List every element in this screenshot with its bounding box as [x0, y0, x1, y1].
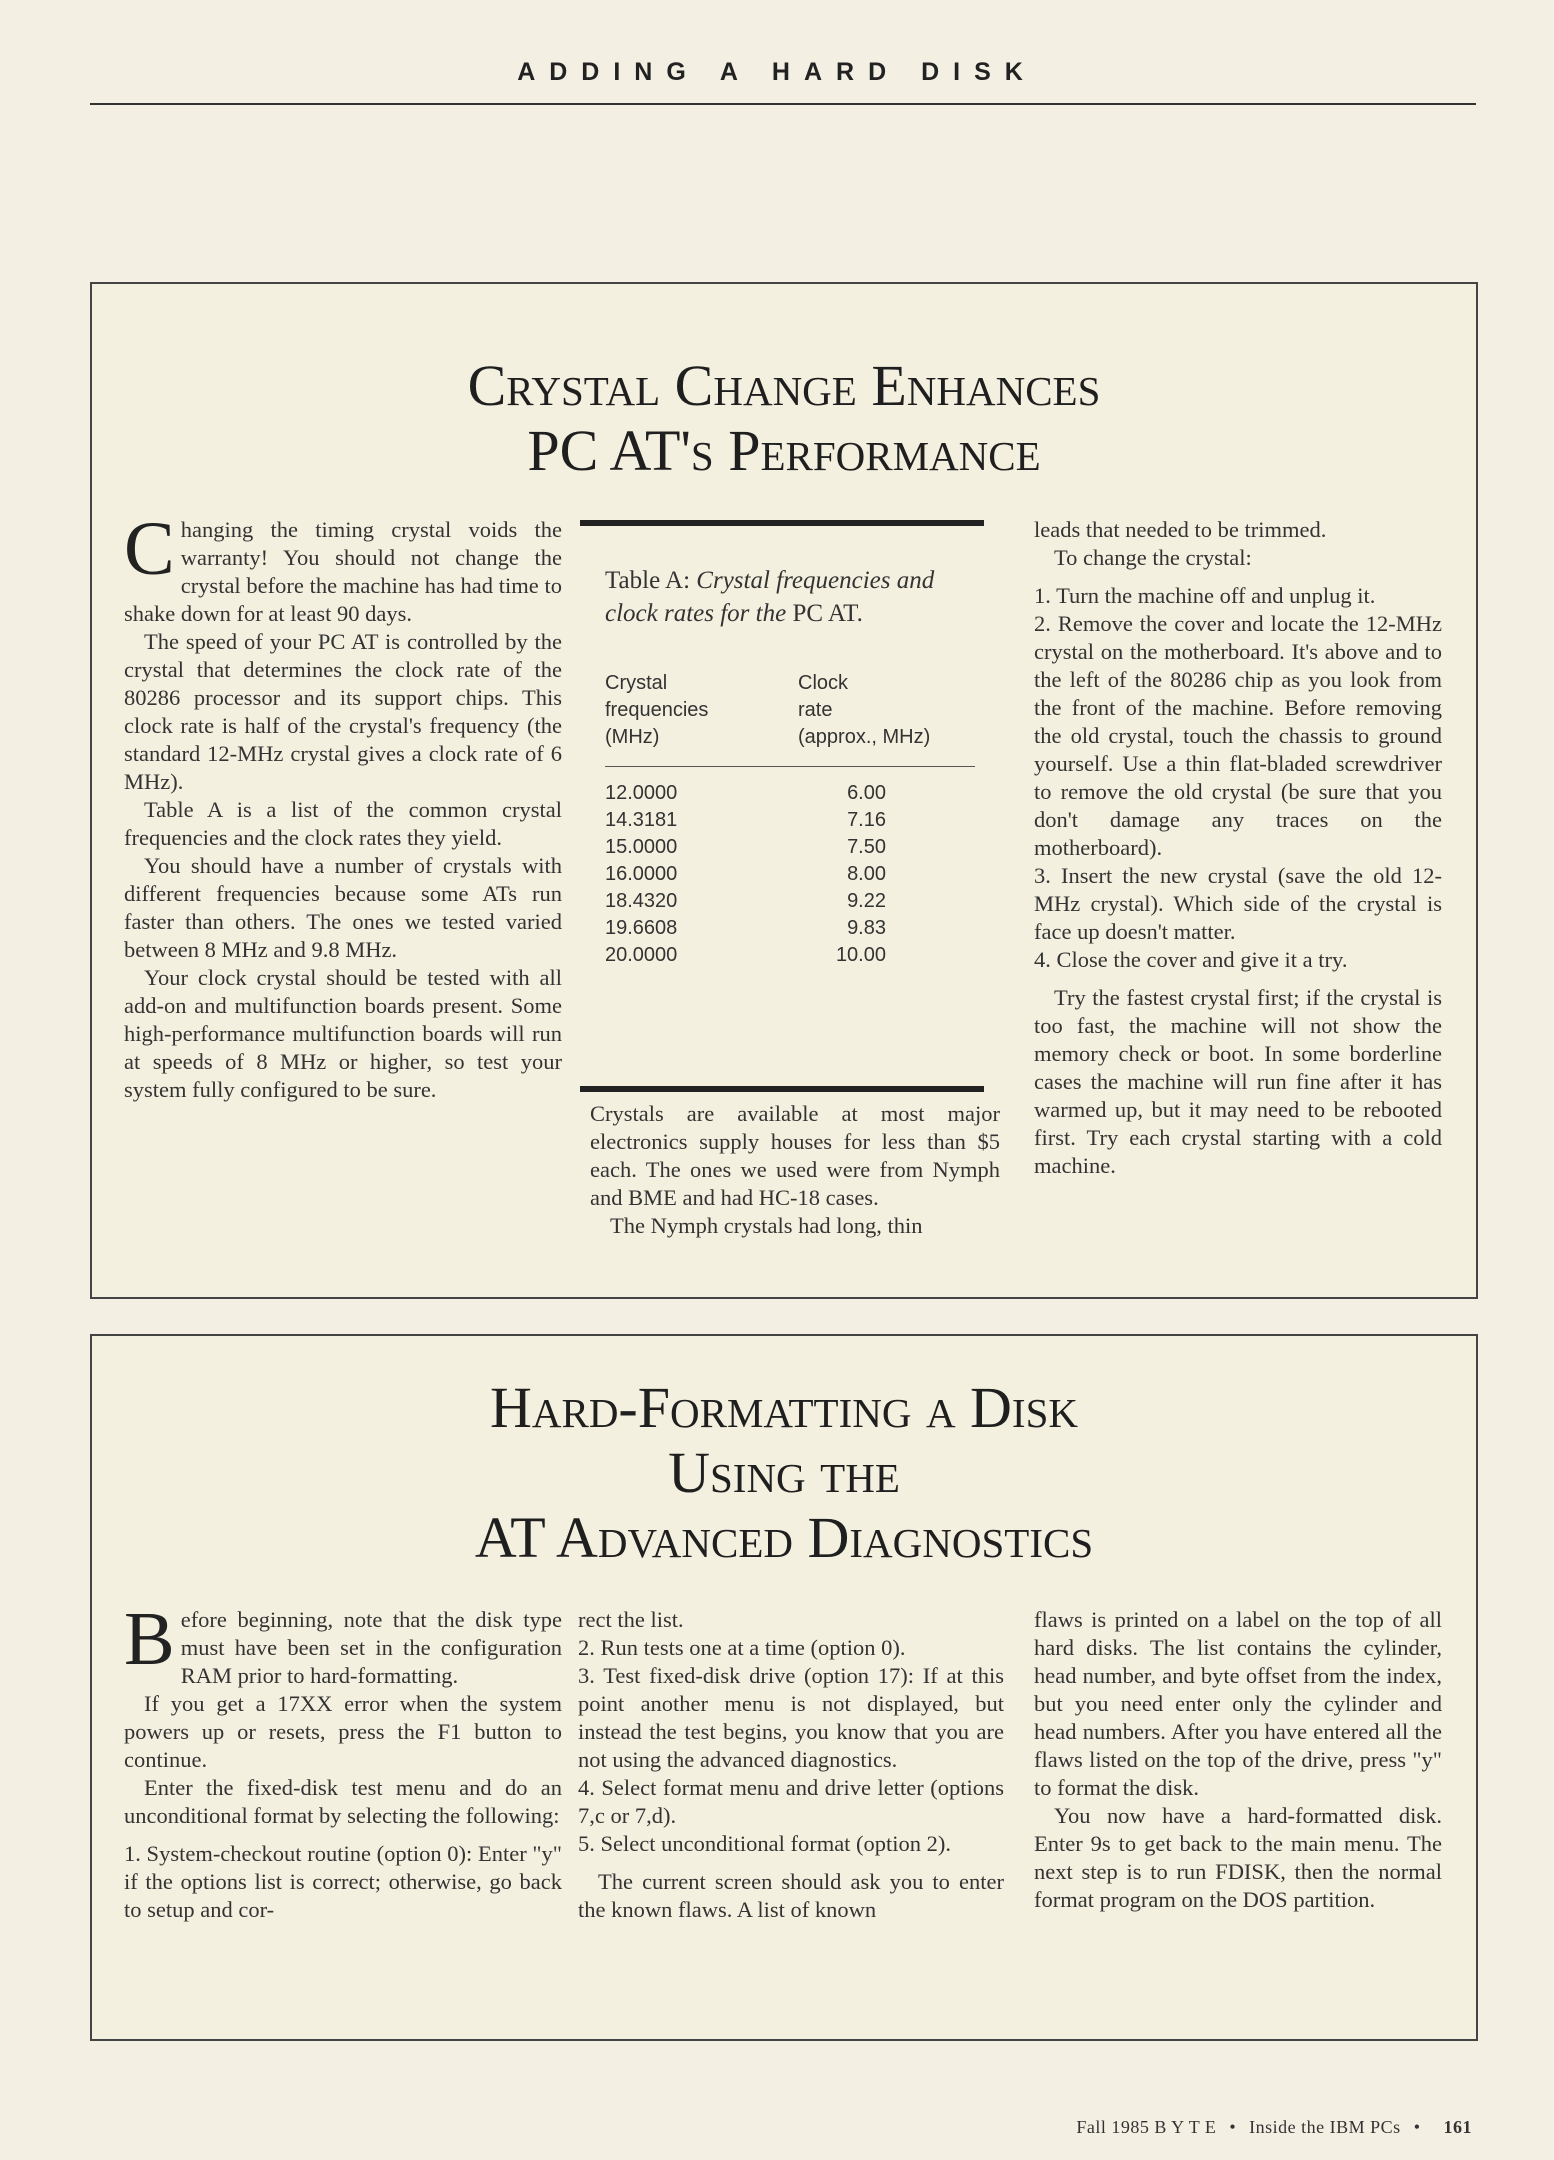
- header-line: Clock: [798, 672, 849, 694]
- bullet-icon: •: [1413, 2117, 1421, 2137]
- rate-column: [796, 780, 886, 969]
- header-line: (MHz): [605, 726, 660, 748]
- table-cell: 9.83: [847, 917, 886, 939]
- paragraph: You should have a number of crystals with different frequencies because some ATs run faster than others. The ones we tested varied between 8 MHz and 9.8 MHz.: [124, 853, 562, 962]
- page-number: 161: [1443, 2117, 1472, 2137]
- paragraph: The Nymph crystals had long, thin: [610, 1213, 923, 1238]
- paragraph: You now have a hard-formatted disk. Enter 9s to get back to the main menu. The next step is to run FDISK, then the normal format program on the DOS partition.: [1034, 1803, 1442, 1912]
- list-item: 4. Close the cover and give it a try.: [1034, 947, 1348, 972]
- paragraph: The speed of your PC AT is controlled by the crystal that determines the clock rate of the 80286 processor and its support chips. This clock rate is half of the crystal's frequency (the standard 12-MHz crystal gives a clock rate of 6 MHz).: [124, 629, 562, 794]
- footer-issue: Fall 1985: [1076, 2117, 1150, 2137]
- table-cell: 8.00: [847, 863, 886, 885]
- column-1: [124, 507, 562, 1104]
- sidebar-title: [92, 354, 1476, 484]
- table-cell: 9.22: [847, 890, 886, 912]
- list-item: 3. Test fixed-disk drive (option 17): If at this point another menu is not displayed, but instead the test begins, you know that you are not using the advanced diagnostics.: [578, 1663, 1004, 1772]
- title-line: PC AT's Performance: [527, 417, 1041, 483]
- table-cell: 14.3181: [605, 809, 678, 831]
- paragraph-text: hanging the timing crystal voids the warranty! You should not change the crystal before the machine has had time to shake down for at least 90 days.: [124, 517, 562, 626]
- table-cell: 15.0000: [605, 836, 678, 858]
- table-cell: 6.00: [847, 782, 886, 804]
- sidebar-crystal-change: [90, 282, 1478, 1299]
- frequency-column: [605, 780, 725, 969]
- footer-magazine: B Y T E: [1154, 2117, 1217, 2137]
- caption-label: Table A:: [605, 567, 691, 594]
- paragraph: [124, 1597, 562, 1690]
- running-head: ADDING A HARD DISK: [517, 58, 1037, 86]
- caption-italic: Crystal frequencies and clock rates for the: [605, 567, 935, 627]
- page-footer: [1076, 2117, 1472, 2138]
- header-line: rate: [798, 699, 833, 721]
- table-a: [580, 520, 984, 1092]
- column-2: [578, 1606, 1004, 1924]
- title-line: Using the: [668, 1439, 900, 1505]
- table-cell: 18.4320: [605, 890, 678, 912]
- paragraph: Crystals are available at most major electronics supply houses for less than $5 each. The ones we used were from Nymph and BME and had HC-18 cases.: [590, 1101, 1000, 1210]
- sidebar-title: [92, 1376, 1476, 1571]
- table-cell: 16.0000: [605, 863, 678, 885]
- table-cell: 20.0000: [605, 944, 678, 966]
- title-line: Crystal Change Enhances: [467, 353, 1101, 418]
- list-item: 3. Insert the new crystal (save the old 12-MHz crystal). Which side of the crystal is face up doesn't matter.: [1034, 863, 1442, 944]
- paragraph: To change the crystal:: [1054, 545, 1252, 570]
- column-2: [590, 1100, 1000, 1240]
- list-item: 2. Run tests one at a time (option 0).: [578, 1635, 906, 1660]
- drop-cap: B: [124, 1597, 175, 1681]
- table-cell: 10.00: [835, 944, 886, 966]
- paragraph: If you get a 17XX error when the system powers up or resets, press the F1 button to continue.: [124, 1691, 562, 1772]
- column-3: [1034, 1606, 1442, 1914]
- header-line: frequencies: [605, 699, 709, 721]
- column-header-frequencies: [605, 670, 775, 751]
- paragraph: [124, 507, 562, 628]
- bullet-icon: •: [1229, 2117, 1237, 2137]
- list-item: 2. Remove the cover and locate the 12-MHz crystal on the motherboard. It's above and to the left of the 80286 chip as you look from the front of the machine. Before removing the old crystal, touch the chassis to ground yourself. Use a thin flat-bladed screwdriver to remove the old crystal (be sure that you don't damage any traces on the motherboard).: [1034, 611, 1442, 860]
- paragraph: Enter the fixed-disk test menu and do an unconditional format by selecting the following:: [124, 1775, 562, 1828]
- column-header-rate: [798, 670, 968, 751]
- list-item: 1. System-checkout routine (option 0): Enter "y" if the options list is correct; otherwise, go back to setup and cor-: [124, 1841, 562, 1922]
- title-line: Hard-Formatting a Disk: [489, 1375, 1079, 1440]
- list-item: rect the list.: [578, 1607, 684, 1632]
- list-item: 4. Select format menu and drive letter (options 7,c or 7,d).: [578, 1775, 1004, 1828]
- paragraph: Try the fastest crystal first; if the crystal is too fast, the machine will not show the memory check or boot. In some borderline cases the machine will run fine after it has warmed up, but it may need to be rebooted first. Try each crystal starting with a cold machine.: [1034, 985, 1442, 1178]
- table-cell: 19.6608: [605, 917, 678, 939]
- title-line: AT Advanced Diagnostics: [474, 1504, 1094, 1570]
- paragraph: Table A is a list of the common crystal frequencies and the clock rates they yield.: [124, 797, 562, 850]
- footer-section: Inside the IBM PCs: [1249, 2117, 1401, 2137]
- list-item: 5. Select unconditional format (option 2).: [578, 1831, 952, 1856]
- table-cell: 12.0000: [605, 782, 678, 804]
- header-line: Crystal: [605, 672, 668, 694]
- header-line: (approx., MHz): [798, 726, 931, 748]
- paragraph: flaws is printed on a label on the top of all hard disks. The list contains the cylinder, head number, and byte offset from the index, but you need enter only the cylinder and head numbers. After you have entered all the flaws listed on the top of the drive, press "y" to format the disk.: [1034, 1607, 1442, 1800]
- table-rule: [605, 766, 975, 767]
- sidebar-hard-formatting: [90, 1334, 1478, 2041]
- column-3: [1034, 516, 1442, 1180]
- paragraph: Your clock crystal should be tested with all add-on and multifunction boards present. Some high-performance multifunction boards will run at speeds of 8 MHz or higher, so test your system fully configured to be sure.: [124, 965, 562, 1102]
- table-caption: [605, 564, 975, 630]
- table-cell: 7.16: [847, 809, 886, 831]
- paragraph: The current screen should ask you to enter the known flaws. A list of known: [578, 1869, 1004, 1922]
- caption-suffix: PC AT.: [792, 600, 863, 627]
- list-item: 1. Turn the machine off and unplug it.: [1034, 583, 1376, 608]
- table-cell: 7.50: [847, 836, 886, 858]
- header-rule: [90, 103, 1476, 105]
- drop-cap: C: [124, 507, 175, 591]
- column-1: [124, 1597, 562, 1924]
- paragraph: leads that needed to be trimmed.: [1034, 517, 1327, 542]
- paragraph-text: efore beginning, note that the disk type must have been set in the configuration RAM prior to hard-formatting.: [180, 1607, 562, 1688]
